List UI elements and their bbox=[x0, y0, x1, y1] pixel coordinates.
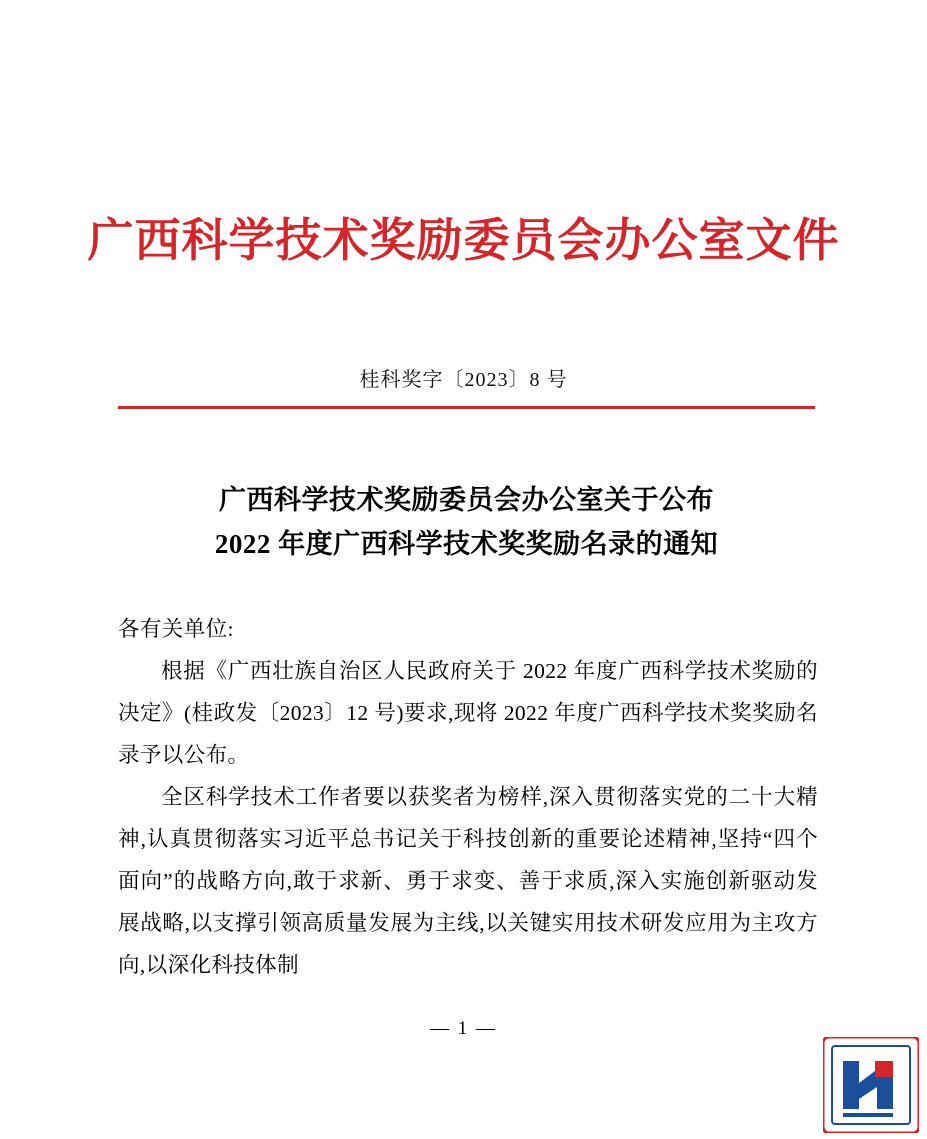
document-number: 桂科奖字〔2023〕8 号 bbox=[359, 369, 568, 391]
issuing-office-banner: 广西科学技术奖励委员会办公室文件 bbox=[87, 215, 840, 266]
salutation: 各有关单位: bbox=[118, 617, 234, 641]
page-title-line-1: 广西科学技术奖励委员会办公室关于公布 bbox=[219, 485, 714, 515]
body-paragraph-1: 根据《广西壮族自治区人民政府关于 2022 年度广西科学技术奖励的决定》(桂政发〔2023〕12 号)要求,现将 2022 年度广西科学技术奖奖励名录予以公布。 bbox=[118, 659, 818, 767]
body-paragraph-2: 全区科学技术工作者要以获奖者为榜样,深入贯彻落实党的二十大精神,认真贯彻落实习近平总书记关于科技创新的重要论述精神,坚持“四个面向”的战略方向,敢于求新、勇于求变、善于求质,深入实施创新驱动发展战略,以支撑引领高质量发展为主线,以关键实用技术研发应用为主攻方向,以深化科技体制 bbox=[118, 785, 818, 977]
red-divider-rule bbox=[118, 406, 815, 409]
document-body bbox=[118, 608, 818, 986]
document-header bbox=[0, 212, 927, 270]
page-title bbox=[118, 478, 815, 566]
organization-logo-icon bbox=[823, 1037, 919, 1133]
page-title-line-2: 2022 年度广西科学技术奖奖励名录的通知 bbox=[214, 529, 719, 559]
page-footer-number: — 1 — bbox=[430, 1018, 497, 1039]
